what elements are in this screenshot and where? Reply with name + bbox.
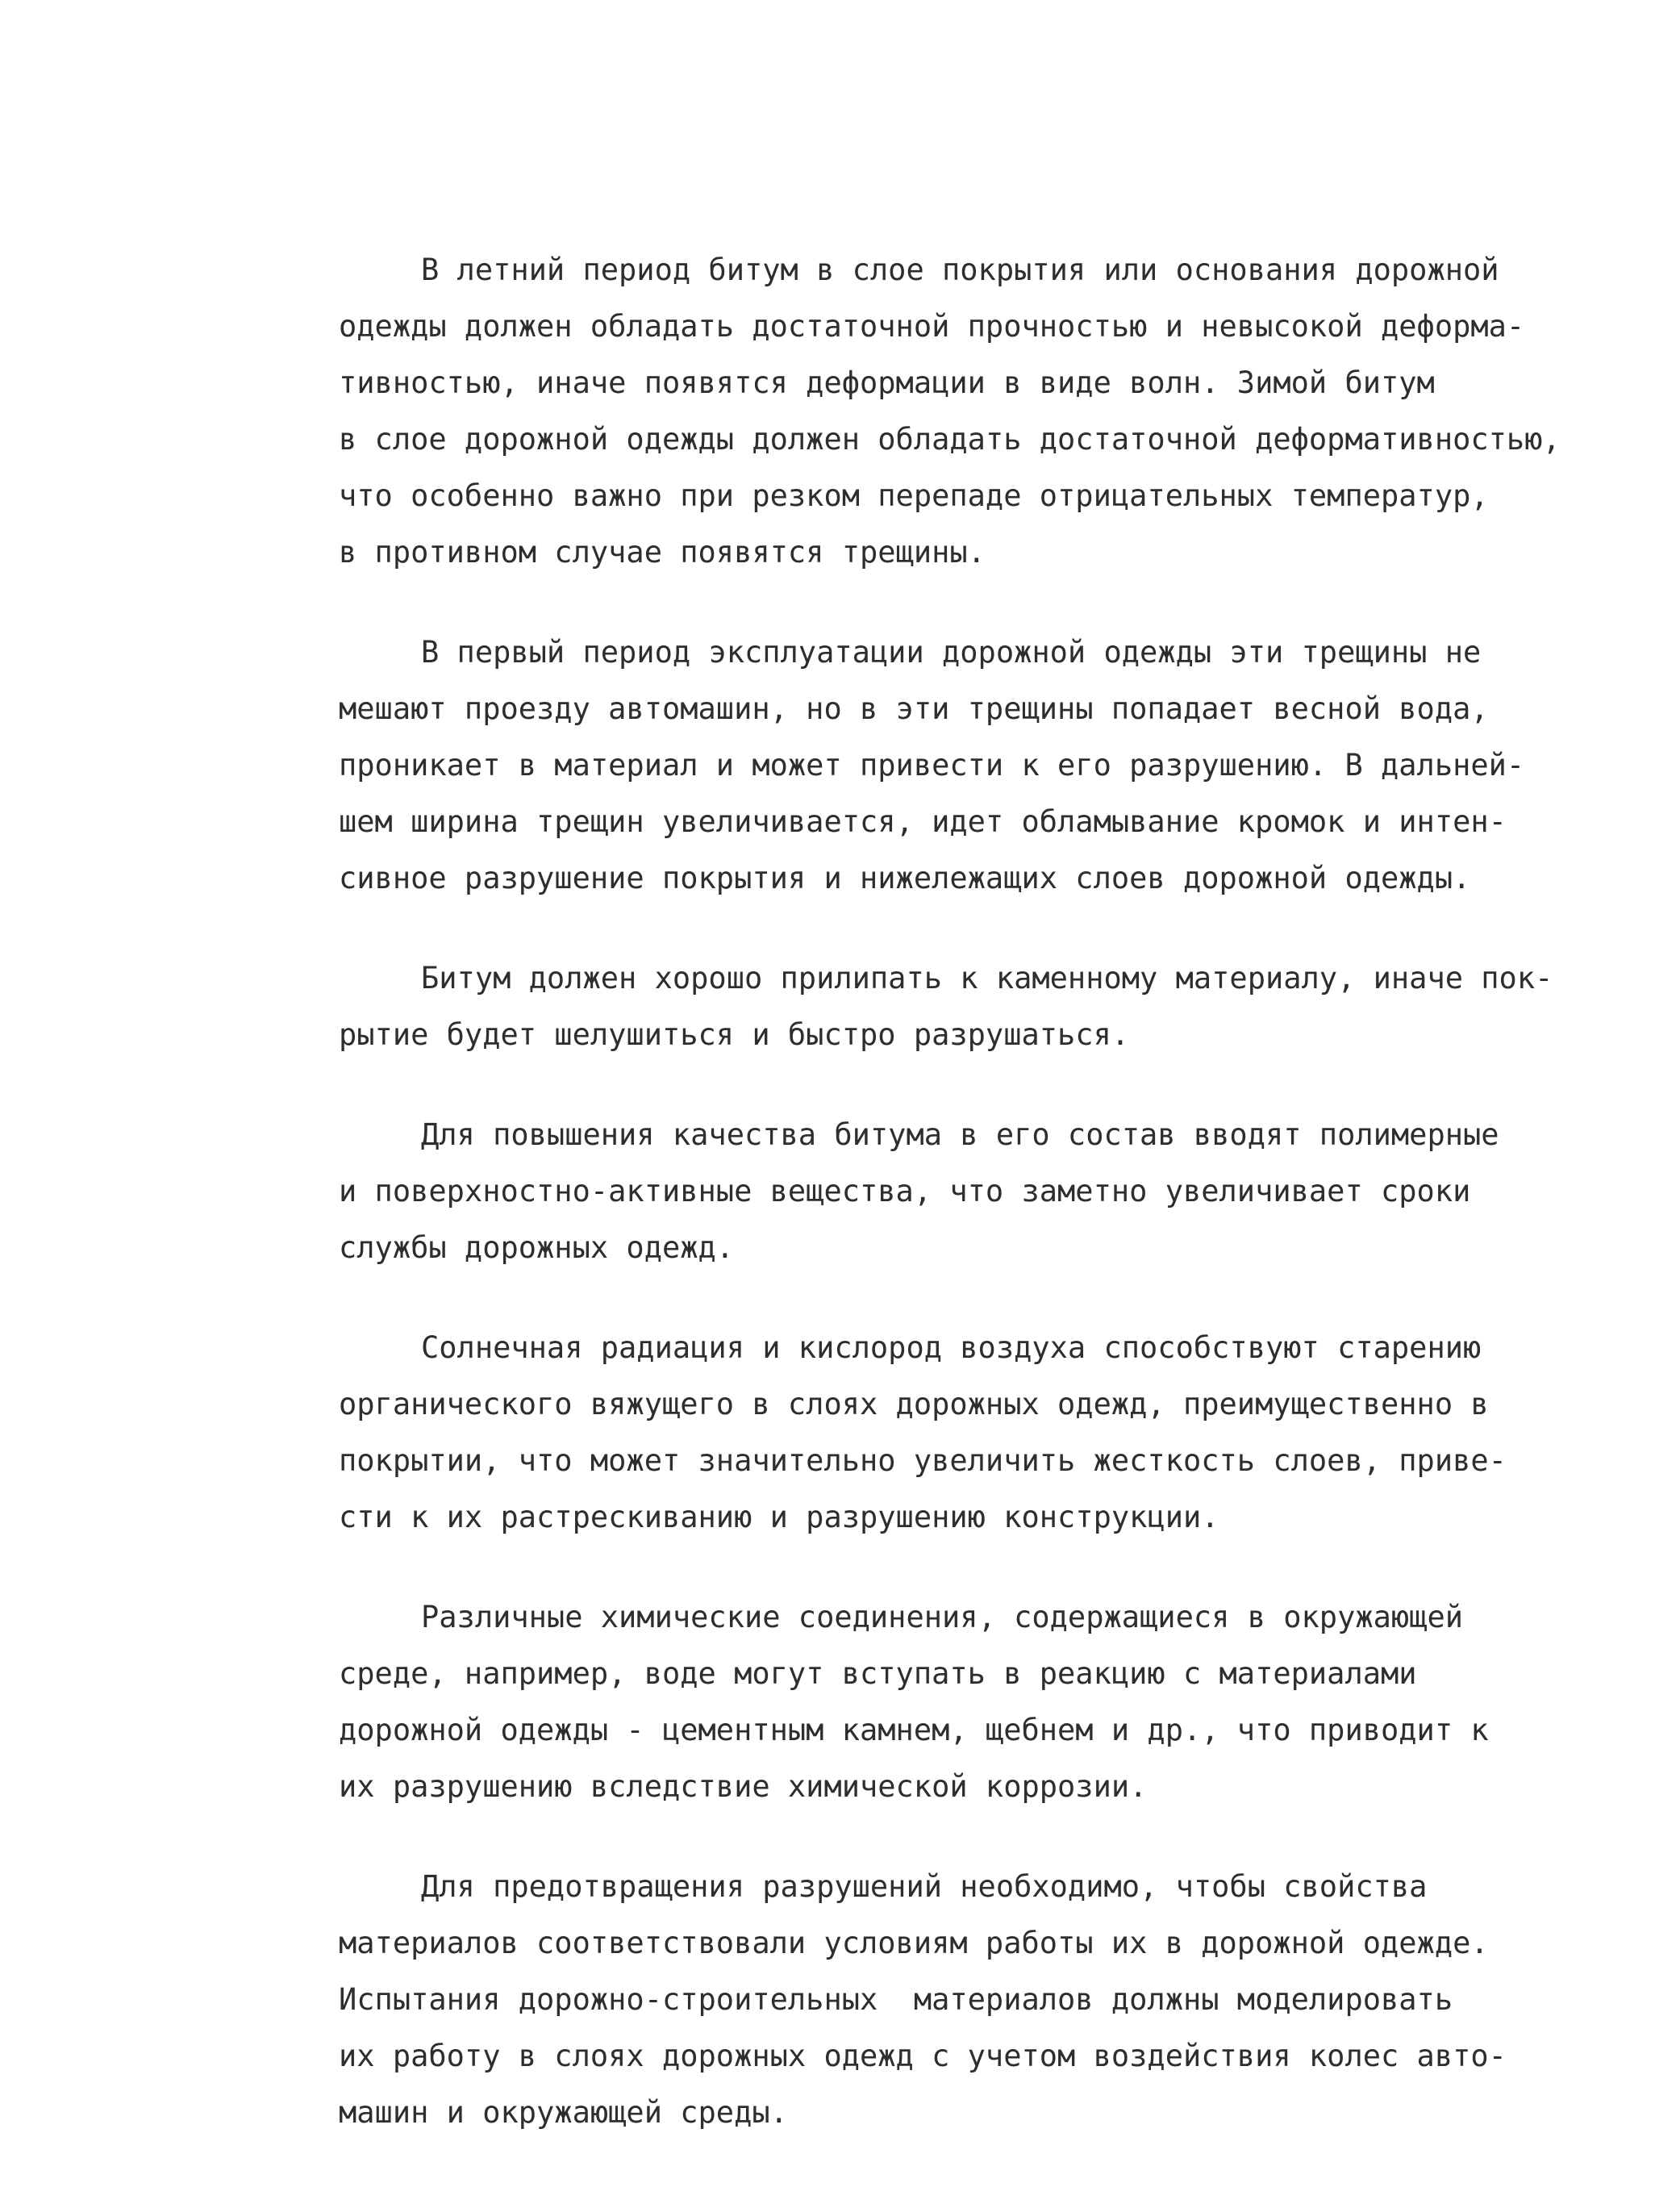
text-line: их разрушению вследствие химической коррозии. (339, 1769, 1148, 1804)
text-line: Испытания дорожно-строительных материалов должны моделировать (339, 1982, 1453, 2017)
text-line: Для предотвращения разрушений необходимо, чтобы свойства (421, 1869, 1428, 1904)
paragraph-polymers (339, 1107, 1532, 1276)
text-line: в противном случае появятся трещины. (339, 535, 986, 570)
paragraph-chemical-corrosion (339, 1589, 1532, 1815)
paragraph-summer-winter-bitumen (339, 242, 1561, 581)
text-line: В летний период битум в слое покрытия или основания дорожной (421, 253, 1499, 287)
text-line: и поверхностно-активные вещества, что заметно увеличивает сроки (339, 1174, 1471, 1208)
text-line: службы дорожных одежд. (339, 1230, 735, 1265)
text-line: В первый период эксплуатации дорожной одежды эти трещины не (421, 635, 1482, 670)
text-line: сти к их растрескиванию и разрушению конструкции. (339, 1500, 1219, 1534)
text-line: что особенно важно при резком перепаде отрицательных температур, (339, 478, 1489, 513)
text-line: проникает в материал и может привести к его разрушению. В дальней- (339, 748, 1525, 783)
text-line: тивностью, иначе появятся деформации в виде волн. Зимой битум (339, 365, 1435, 400)
text-line: машин и окружающей среды. (339, 2095, 788, 2130)
text-line: Для повышения качества битума в его состав вводят полимерные (421, 1117, 1499, 1152)
text-line: органического вяжущего в слоях дорожных одежд, преимущественно в (339, 1387, 1489, 1421)
text-line: одежды должен обладать достаточной прочностью и невысокой деформа- (339, 309, 1525, 344)
text-line: мешают проезду автомашин, но в эти трещины попадает весной вода, (339, 691, 1489, 726)
paragraph-adhesion (339, 950, 1553, 1063)
paragraph-cracks (339, 624, 1532, 907)
text-line: шем ширина трещин увеличивается, идет обламывание кромок и интен- (339, 804, 1507, 839)
text-line: среде, например, воде могут вступать в реакцию с материалами (339, 1656, 1417, 1691)
text-line: дорожной одежды - цементным камнем, щебнем и др., что приводит к (339, 1713, 1489, 1747)
text-line: Различные химические соединения, содержащиеся в окружающей (421, 1600, 1464, 1634)
text-line: материалов соответствовали условиям работы их в дорожной одежде. (339, 1926, 1489, 1960)
text-line: покрытии, что может значительно увеличить жесткость слоев, приве- (339, 1443, 1507, 1478)
text-line: в слое дорожной одежды должен обладать достаточной деформативностью, (339, 422, 1561, 457)
text-line: Солнечная радиация и кислород воздуха способствуют старению (421, 1330, 1482, 1365)
paragraph-prevention (339, 1859, 1532, 2141)
body-text (339, 242, 1561, 2185)
paragraph-aging (339, 1320, 1532, 1546)
text-line: сивное разрушение покрытия и нижележащих слоев дорожной одежды. (339, 861, 1471, 895)
text-line: Битум должен хорошо прилипать к каменному материалу, иначе пок- (421, 961, 1553, 996)
text-line: рытие будет шелушиться и быстро разрушаться. (339, 1017, 1130, 1052)
text-line: их работу в слоях дорожных одежд с учетом воздействия колес авто- (339, 2039, 1507, 2073)
